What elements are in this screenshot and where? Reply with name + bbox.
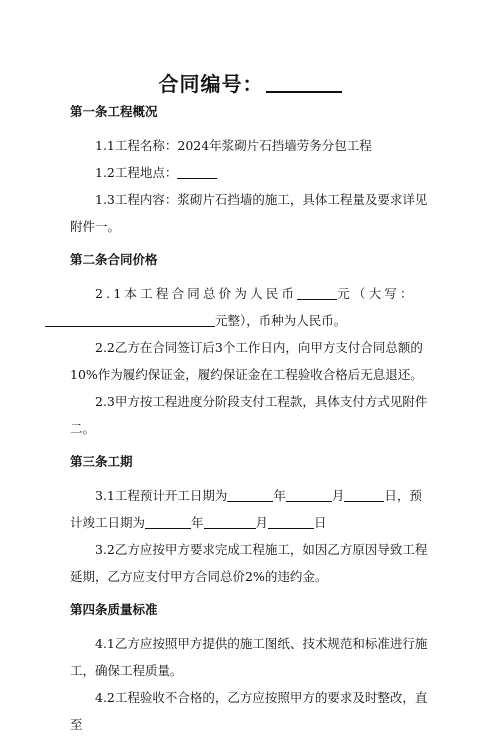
section-1-heading: 第一条工程概况 bbox=[70, 104, 158, 119]
price-blank bbox=[297, 285, 337, 300]
clause-1-3: 1.3工程内容：浆砌片石挡墙的施工，具体工程量及要求详见附件一。 bbox=[70, 192, 428, 234]
title-text: 合同编号： bbox=[158, 72, 264, 96]
clause-3-1: 3.1工程预计开工日期为 年 月 日，预计竣工日期为 年 月 日 bbox=[70, 488, 422, 530]
contract-title bbox=[0, 70, 500, 98]
clause-4-1: 4.1乙方应按照甲方提供的施工图纸、技术规范和标准进行施工，确保工程质量。 bbox=[70, 636, 428, 678]
clause-1-1: 1.1工程名称：2024年浆砌片石挡墙劳务分包工程 bbox=[95, 138, 372, 153]
section-4-heading: 第四条质量标准 bbox=[70, 602, 158, 617]
clause-2-1: 2.1本工程合同总价为人民币 元（大写： 元整），币种为人民币。 bbox=[70, 280, 430, 334]
location-blank bbox=[177, 164, 217, 179]
contract-body bbox=[70, 101, 430, 738]
price-words-blank bbox=[45, 312, 215, 327]
contract-number-blank bbox=[266, 71, 342, 93]
clause-2-2: 2.2乙方在合同签订后3个工作日内，向甲方支付合同总额的10%作为履约保证金，履约保证金在工程验收合格后无息退还。 bbox=[70, 340, 423, 382]
clause-2-3: 2.3甲方按工程进度分阶段支付工程款，具体支付方式见附件二。 bbox=[70, 394, 428, 436]
section-3-heading: 第三条工期 bbox=[70, 454, 133, 469]
section-2-heading: 第二条合同价格 bbox=[70, 252, 158, 267]
clause-3-2: 3.2乙方应按甲方要求完成工程施工，如因乙方原因导致工程延期，乙方应支付甲方合同总价2%的违约金。 bbox=[70, 542, 428, 584]
clause-4-2: 4.2工程验收不合格的，乙方应按照甲方的要求及时整改，直至 bbox=[70, 690, 428, 732]
clause-1-2: 1.2工程地点： bbox=[70, 159, 430, 186]
